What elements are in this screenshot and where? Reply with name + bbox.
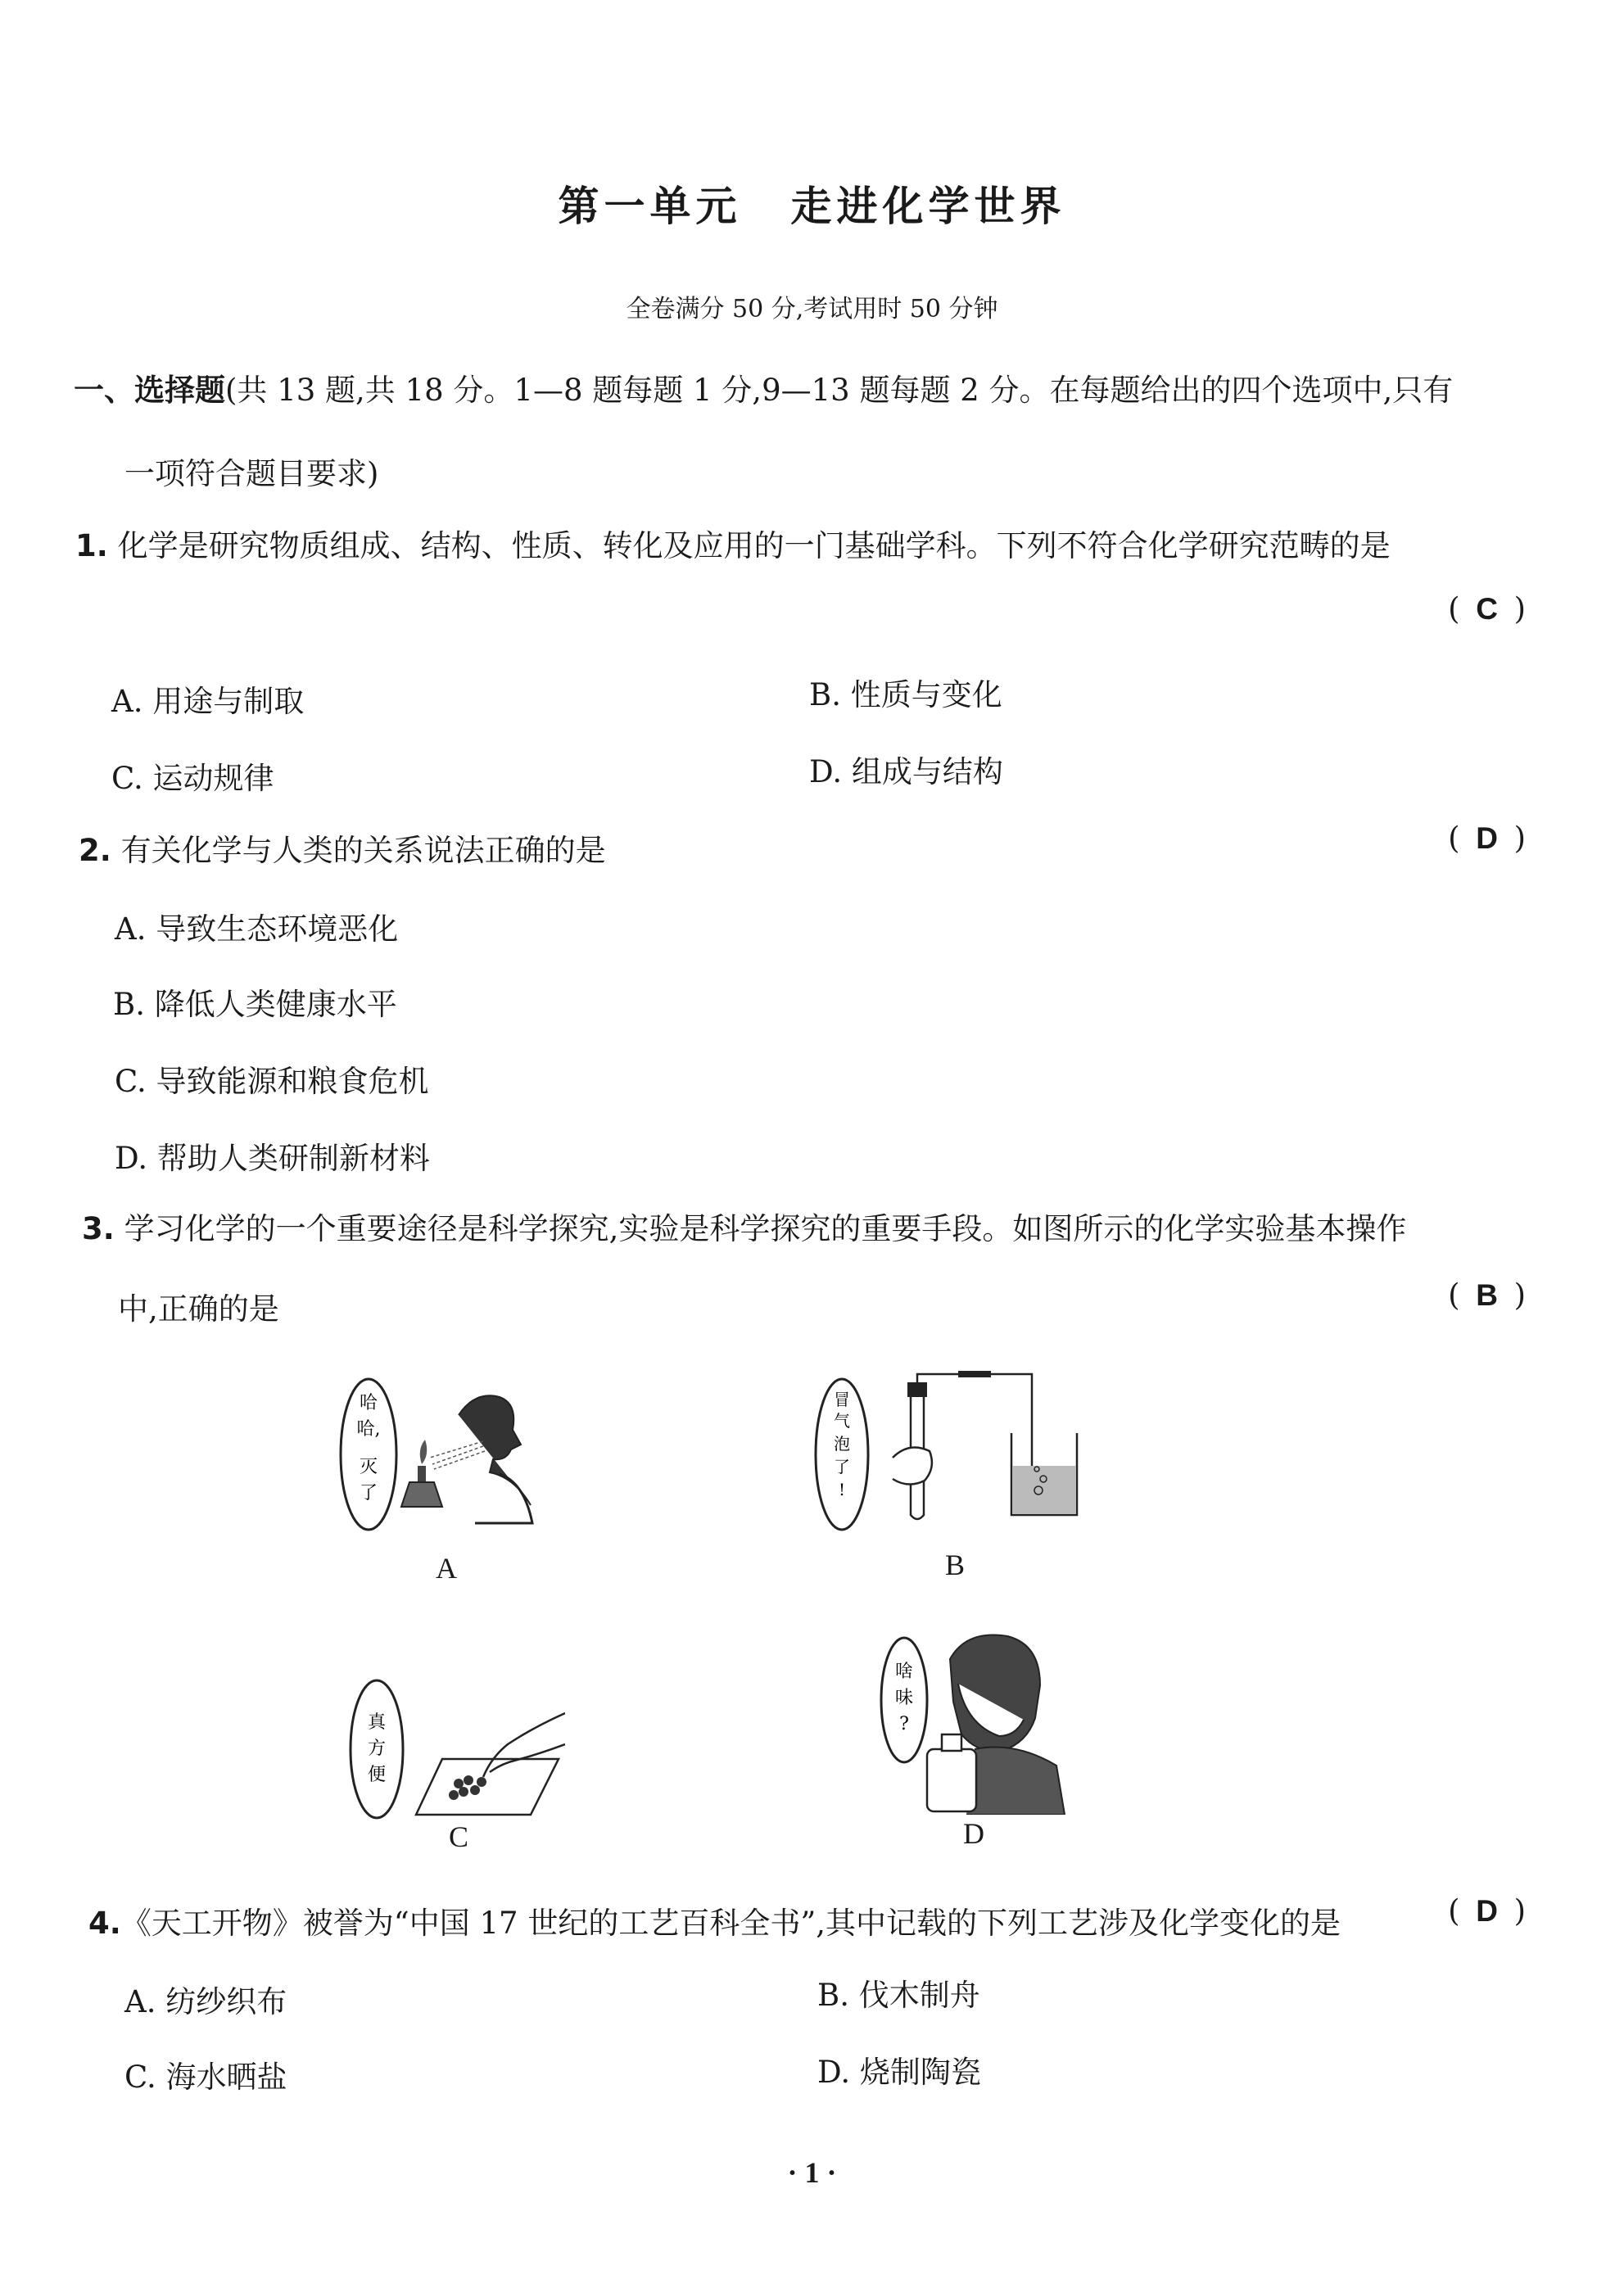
question-2-stem <box>79 825 606 870</box>
option-2b: B. 降低人类健康水平 <box>113 987 397 1022</box>
bubble-b-char-3: 泡 <box>834 1434 850 1454</box>
section-heading <box>74 365 1453 409</box>
option-1d: D. 组成与结构 <box>809 754 1003 789</box>
section-instruction-1: (共 13 题,共 18 分。1—8 题每题 1 分,9—13 题每题 2 分。在每题给出的四个选项中,只有 <box>225 373 1454 408</box>
answer-value: B <box>1476 1278 1498 1312</box>
exam-info: 全卷满分 50 分,考试用时 50 分钟 <box>626 295 998 323</box>
answer-value: C <box>1476 592 1498 626</box>
bubble-d-char-1: 啥 <box>894 1662 914 1682</box>
solid-particle <box>454 1779 464 1788</box>
solid-particle <box>459 1787 468 1797</box>
answer-bracket-3: ( B ) <box>1448 1277 1526 1313</box>
bubble-a-char-4: 了 <box>359 1483 378 1504</box>
bubble-a-char-3: 灭 <box>359 1457 378 1477</box>
bubble-c-char-2: 方 <box>367 1739 387 1759</box>
figure-c-illustration <box>344 1671 565 1826</box>
page-number: · 1 · <box>787 2156 837 2189</box>
breath-lines <box>430 1441 485 1469</box>
bubble-b-char-4: 了 <box>834 1457 850 1476</box>
option-4a: A. 纺纱织布 <box>124 1984 287 2019</box>
option-2a: A. 导致生态环境恶化 <box>115 911 399 947</box>
question-3-stem-2: 中,正确的是 <box>118 1291 279 1327</box>
option-1a: A. 用途与制取 <box>111 684 305 719</box>
figure-b-illustration <box>811 1368 1097 1540</box>
option-4b: B. 伐木制舟 <box>817 1978 980 2013</box>
question-number: 4. <box>88 1906 121 1941</box>
question-number: 3. <box>82 1211 115 1246</box>
option-2d: D. 帮助人类研制新材料 <box>115 1141 430 1176</box>
question-1-stem <box>75 521 1391 565</box>
figure-label-d: D <box>963 1817 984 1850</box>
hand-icon <box>483 1713 565 1777</box>
solid-particle <box>464 1775 473 1785</box>
figure-a-illustration <box>336 1376 565 1548</box>
option-4c: C. 海水晒盐 <box>124 2060 287 2095</box>
person-body <box>966 1748 1065 1816</box>
answer-bracket-4: ( D ) <box>1448 1893 1526 1929</box>
boy-body <box>475 1474 532 1523</box>
option-2c: C. 导致能源和粮食危机 <box>115 1064 429 1099</box>
answer-bracket-1: ( C ) <box>1448 591 1526 626</box>
question-number: 2. <box>79 833 111 868</box>
solid-particle <box>470 1785 480 1795</box>
flame-icon <box>420 1440 427 1464</box>
title-topic: 走进化学世界 <box>790 182 1066 230</box>
question-number: 1. <box>75 528 108 563</box>
bubble-b-char-5: ! <box>838 1480 846 1499</box>
question-4-stem <box>88 1898 1341 1942</box>
option-1b: B. 性质与变化 <box>809 677 1002 712</box>
bubble-d-char-3: ? <box>899 1714 909 1734</box>
option-1c: C. 运动规律 <box>111 761 274 796</box>
bubble-b-char-1: 冒 <box>834 1390 850 1409</box>
lamp-wick <box>418 1466 426 1482</box>
solid-particle <box>449 1790 459 1800</box>
option-4d: D. 烧制陶瓷 <box>817 2055 981 2090</box>
hand-icon <box>893 1448 932 1485</box>
section-label: 一、选择题 <box>74 373 225 408</box>
answer-value: D <box>1476 821 1498 855</box>
question-text: 学习化学的一个重要途径是科学探究,实验是科学探究的重要手段。如图所示的化学实验基本操作 <box>124 1211 1407 1246</box>
bubble-a-char-1: 哈 <box>359 1393 378 1413</box>
stopper <box>907 1382 927 1397</box>
question-text: 有关化学与人类的关系说法正确的是 <box>120 833 606 868</box>
alcohol-lamp-icon <box>401 1482 442 1507</box>
reagent-bottle-icon <box>927 1749 976 1811</box>
answer-value: D <box>1476 1894 1498 1928</box>
bottle-neck <box>942 1734 961 1751</box>
rubber-connector <box>958 1371 991 1377</box>
bubble-d-char-2: 味 <box>894 1688 914 1708</box>
question-3-stem <box>82 1204 1406 1248</box>
title-unit: 第一单元 <box>558 182 742 230</box>
figure-label-b: B <box>945 1549 966 1581</box>
page-title <box>0 174 1624 233</box>
figure-label-c: C <box>449 1820 469 1853</box>
section-instruction-2: 一项符合题目要求) <box>124 456 379 491</box>
solid-particle <box>477 1777 486 1787</box>
bubble-c-char-1: 真 <box>367 1712 387 1733</box>
water <box>1012 1466 1076 1514</box>
figure-label-a: A <box>436 1552 457 1585</box>
bubble-c-char-3: 便 <box>367 1765 387 1785</box>
figure-d-illustration <box>876 1626 1073 1815</box>
question-text: 《天工开物》被誉为“中国 17 世纪的工艺百科全书”,其中记载的下列工艺涉及化学变化的是 <box>120 1906 1341 1941</box>
bubble-b-char-2: 气 <box>834 1411 850 1431</box>
answer-bracket-2: ( D ) <box>1448 821 1526 856</box>
question-text: 化学是研究物质组成、结构、性质、转化及应用的一门基础学科。下列不符合化学研究范畴的是 <box>117 528 1391 563</box>
bubble-a-char-2: 哈, <box>356 1419 381 1440</box>
